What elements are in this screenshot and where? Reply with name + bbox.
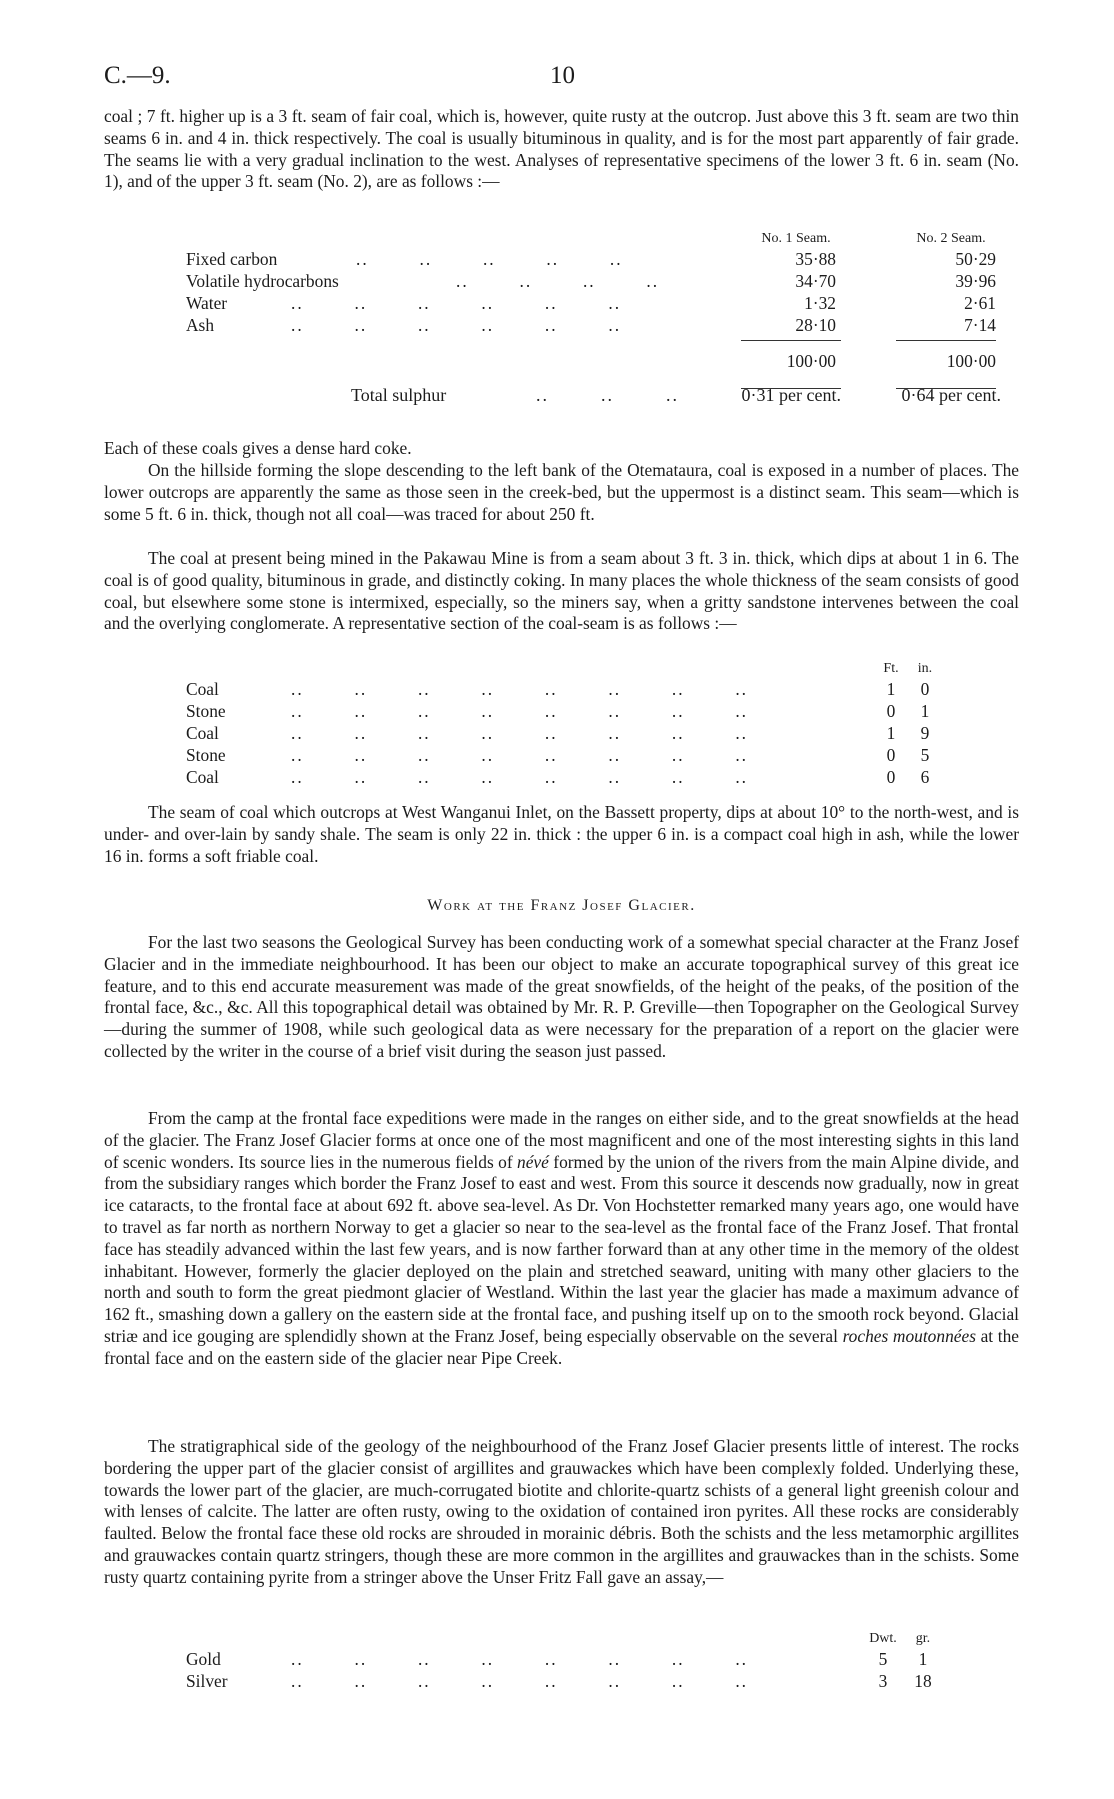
column-header-gr: gr. — [915, 1631, 931, 1646]
row-label: Fixed carbon — [186, 249, 278, 269]
leader-dots: .. .. .. .. .. .. — [291, 293, 622, 313]
leader-dots: .. .. .. .. .. .. .. .. — [291, 701, 749, 721]
ft-value: 1 — [886, 723, 896, 743]
in-value: 5 — [920, 745, 930, 765]
gr-value: 18 — [914, 1671, 932, 1691]
seam2-value: 7·14 — [964, 315, 996, 335]
leader-dots: .. .. .. .. .. .. .. .. — [291, 1671, 749, 1691]
seam1-total: 100·00 — [786, 351, 836, 371]
ft-value: 0 — [886, 745, 896, 765]
table-row — [186, 700, 986, 722]
table-row — [186, 314, 996, 336]
seam2-value: 39·96 — [955, 271, 996, 291]
document-code: C.—9. — [104, 62, 171, 89]
table-row — [186, 292, 996, 314]
row-label: Silver — [186, 1671, 228, 1691]
dwt-value: 5 — [878, 1649, 888, 1669]
leader-dots: .. .. .. .. .. — [356, 249, 623, 269]
seam2-value: 50·29 — [955, 249, 996, 269]
column-header-seam2: No. 2 Seam. — [916, 231, 986, 246]
in-value: 6 — [920, 767, 930, 787]
coal-seam-section-table — [186, 660, 986, 788]
leader-dots: .. .. .. .. .. .. .. .. — [291, 745, 749, 765]
paragraph-coke: Each of these coals gives a dense hard coke. — [104, 438, 412, 458]
paragraph-glacier-survey: For the last two seasons the Geological Survey has been conducting work of a somewhat special character at the Franz Josef Glacier and in the immediate neighbourhood. It has been our object to make an accurate topographical survey of this great ice feature, and to this end accurate measurement was made of the great snowfields, of the height of the peaks, of the position of the frontal face, &c., &c. All this topographical detail was obtained by Mr. R. P. Greville—then Topographer on the Geological Survey—during the summer of 1908, while such geological data as were necessary for the preparation of a report on the glacier were collected by the writer in the course of a brief visit during the season just passed. — [104, 932, 1019, 1061]
paragraph-stratigraphy: The stratigraphical side of the geology of the neighbourhood of the Franz Josef Glacier presents little of interest. The rocks bordering the upper part of the glacier consist of argillites and grauwackes which have been complexly folded. Underlying these, towards the lower part of the glacier, are much-corrugated biotite and chlorite-quartz schists of a general light greenish colour and with lenses of calcite. The latter are often rusty, owing to the oxidation of contained iron pyrites. All these rocks are considerably faulted. Below the frontal face these old rocks are shrouded in morainic débris. Both the schists and the less metamorphic argillites and grauwackes contain quartz stringers, though these are more common in the argillites and grauwackes than in the schists. Some rusty quartz containing pyrite from a stringer above the Unser Fritz Fall gave an assay,— — [104, 1436, 1019, 1587]
assay-table — [186, 1630, 986, 1692]
column-header-seam1: No. 1 Seam. — [761, 231, 831, 246]
column-header-dwt: Dwt. — [869, 1631, 897, 1646]
seam1-value: 34·70 — [795, 271, 836, 291]
coal-analysis-table — [186, 228, 1001, 406]
ft-value: 1 — [886, 679, 896, 699]
row-label: Stone — [186, 745, 226, 765]
table-row — [186, 766, 986, 788]
roches-moutonnees-term: roches moutonnées — [842, 1325, 976, 1346]
page-number: 10 — [550, 62, 575, 89]
paragraph-pakawau: The coal at present being mined in the Pakawau Mine is from a seam about 3 ft. 3 in. thick, which dips at about 1 in 6. The coal is of good quality, bituminous in grade, and distinctly coking. In many places the whole thickness of the seam consists of good coal, but elsewhere some stone is intermixed, especially, so the miners say, when a gritty sandstone intervenes between the coal and the overlying conglomerate. A representative section of the coal-seam is as follows :— — [104, 548, 1019, 634]
leader-dots: .. .. .. .. — [456, 271, 660, 291]
table-header-row — [186, 660, 986, 678]
seam1-value: 35·88 — [795, 249, 836, 269]
table-row — [186, 678, 986, 700]
paragraph-west-wanganui: The seam of coal which outcrops at West Wanganui Inlet, on the Bassett property, dips at about 10° to the north-west, and is under- and over-lain by sandy shale. The seam is only 22 in. thick : the upper 6 in. is a compact coal high in ash, while the lower 16 in. forms a soft friable coal. — [104, 802, 1019, 866]
leader-dots: .. .. .. — [536, 385, 679, 405]
leader-dots: .. .. .. .. .. .. .. .. — [291, 767, 749, 787]
paragraph-coal-intro: coal ; 7 ft. higher up is a 3 ft. seam of fair coal, which is, however, quite rusty at the outcrop. Just above this 3 ft. seam are two thin seams 6 in. and 4 in. thick respectively. The coal is usually bituminous in quality, and is for the most part apparently of fair grade. The seams lie with a very gradual inclination to the west. Analyses of representative specimens of the lower 3 ft. 6 in. seam (No. 1), and of the upper 3 ft. seam (No. 2), are as follows :— — [104, 106, 1019, 192]
gr-value: 1 — [918, 1649, 928, 1669]
row-label: Coal — [186, 723, 219, 743]
in-value: 0 — [920, 679, 930, 699]
row-label: Coal — [186, 679, 219, 699]
seam1-value: 28·10 — [795, 315, 836, 335]
row-label: Coal — [186, 767, 219, 787]
paragraph-glacier-description — [104, 1108, 1019, 1370]
in-value: 9 — [920, 723, 930, 743]
table-row — [186, 744, 986, 766]
table-row — [186, 248, 996, 270]
leader-dots: .. .. .. .. .. .. .. .. — [291, 679, 749, 699]
row-label: Stone — [186, 701, 226, 721]
glacier-text-part2: formed by the union of the rivers from the main Alpine divide, and from the subsidiary ranges which border the Franz Josef to east and west. From this source it descends now gradually, now in great ice cataracts, to the frontal face at about 692 ft. above sea-level. As Dr. Von Hochstetter remarked many years ago, one would have to travel as far north as northern Norway to get a glacier so near to the sea-level as the frontal face of the Franz Josef. That frontal face has steadily advanced within the last few years, and is now farther forward than at any other time in the memory of the oldest inhabitant. However, formerly the glacier deployed on the plain and stretched seaward, uniting with many other glaciers to the north and south to form the great piedmont glacier of Westland. Within the last year the glacier has made a maximum advance of 162 ft., smashing down a gallery on the eastern side at the frontal face, and pushing itself up on to the smooth rock beyond. Glacial striæ and ice gouging are splendidly shown at the Franz Josef, being especially observable on the several — [104, 1151, 1019, 1346]
glacier-text-part3: at the frontal face and on the eastern side of the glacier near Pipe Creek. — [104, 1325, 1019, 1368]
paragraph-hillside: On the hillside forming the slope descending to the left bank of the Otemataura, coal is exposed in a number of places. The lower outcrops are apparently the same as those seen in the creek-bed, but the uppermost is a distinct seam. This seam—which is some 5 ft. 6 in. thick, though not all coal—was traced for about 250 ft. — [104, 460, 1019, 524]
row-label: Water — [186, 293, 228, 313]
leader-dots: .. .. .. .. .. .. — [291, 315, 622, 335]
in-value: 1 — [920, 701, 930, 721]
sulphur-row — [186, 384, 1001, 406]
column-rule — [896, 340, 996, 341]
row-label: Ash — [186, 315, 215, 335]
seam2-total: 100·00 — [946, 351, 996, 371]
seam1-sulphur: 0·31 per cent. — [741, 385, 841, 405]
glacier-text-part1: From the camp at the frontal face expeditions were made in the ranges on either side, and to the great snowfields at the head of the glacier. The Franz Josef Glacier forms at once one of the most magnificent and one of the most interesting sights in this land of scenic wonders. Its source lies in the numerous fields of — [104, 1108, 1019, 1172]
table-header-row — [186, 228, 986, 248]
table-row — [186, 722, 986, 744]
sulphur-label: Total sulphur — [351, 385, 447, 405]
row-label: Gold — [186, 1649, 221, 1669]
seam2-value: 2·61 — [964, 293, 996, 313]
seam2-sulphur: 0·64 per cent. — [901, 385, 1001, 405]
table-row — [186, 1648, 986, 1670]
column-header-in: in. — [917, 661, 933, 676]
leader-dots: .. .. .. .. .. .. .. .. — [291, 723, 749, 743]
ft-value: 0 — [886, 767, 896, 787]
leader-dots: .. .. .. .. .. .. .. .. — [291, 1649, 749, 1669]
dwt-value: 3 — [878, 1671, 888, 1691]
neve-term: névé — [517, 1151, 549, 1172]
page-header — [100, 62, 1014, 94]
table-row — [186, 270, 996, 292]
section-heading: Work at the Franz Josef Glacier. — [427, 897, 696, 914]
column-header-ft: Ft. — [883, 661, 899, 676]
seam1-value: 1·32 — [804, 293, 836, 313]
row-label: Volatile hydrocarbons — [186, 271, 339, 291]
table-header-row — [186, 1630, 986, 1648]
ft-value: 0 — [886, 701, 896, 721]
total-row — [186, 350, 996, 372]
table-row — [186, 1670, 986, 1692]
column-rule — [741, 340, 841, 341]
